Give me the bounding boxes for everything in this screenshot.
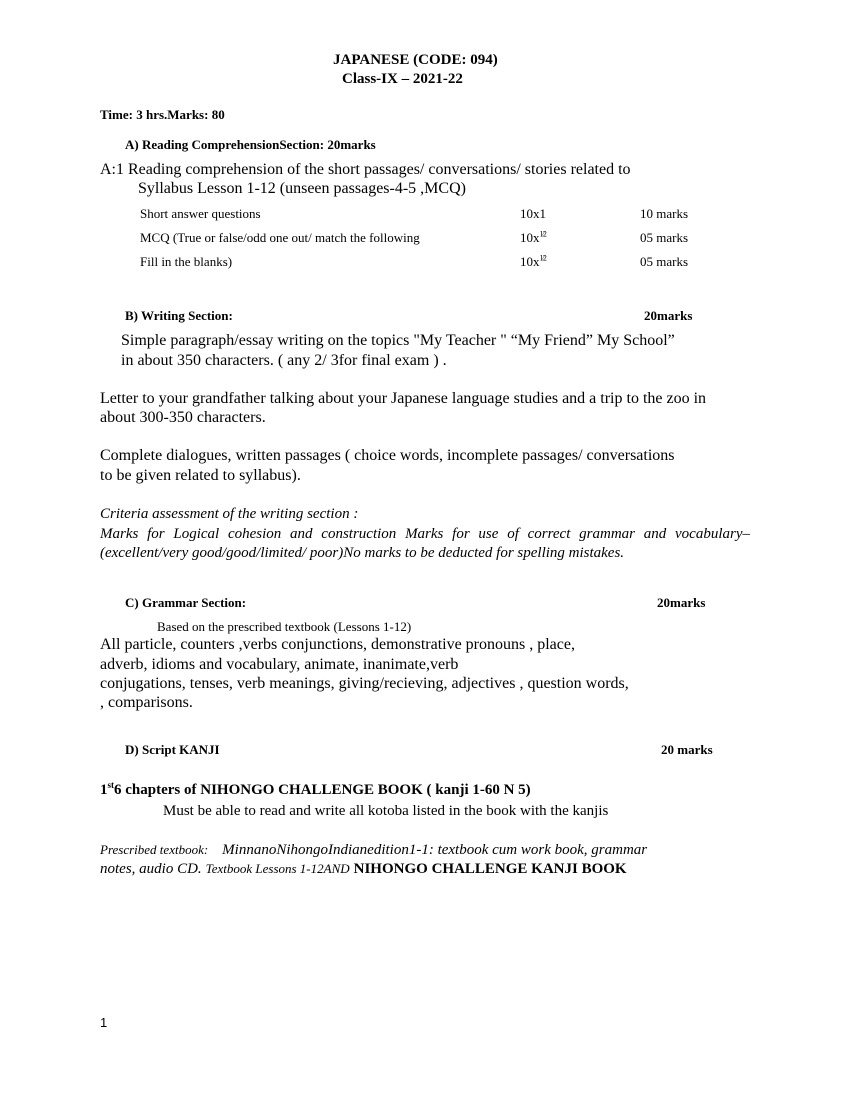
row-quantity: $10x^{1⁄2}$ (520, 253, 546, 269)
section-a-intro-line2: Syllabus Lesson 1-12 (unseen passages-4-5 ,MCQ) (138, 180, 466, 197)
page-number: 1 (100, 1015, 108, 1030)
criteria-title: Criteria assessment of the writing section : (100, 506, 359, 522)
section-b-para3-line2: to be given related to syllabus). (100, 467, 301, 484)
section-a-intro-line1: A:1 Reading comprehension of the short passages/ conversations/ stories related to (100, 161, 631, 178)
row-marks: 10 marks (640, 206, 689, 221)
section-b-para2-line2: about 300-350 characters. (100, 409, 266, 426)
document-title: JAPANESE (CODE: 094) (333, 52, 498, 68)
section-c-line3: conjugations, tenses, verb meanings, giving/recieving, adjectives , question words, (100, 675, 629, 692)
section-a-heading: A) Reading ComprehensionSection: 20marks (125, 137, 376, 152)
section-c-sub: Based on the prescribed textbook (Lessons 1-12) (157, 619, 412, 634)
section-c-heading: C) Grammar Section: (125, 595, 247, 610)
row-quantity: $10x^{1⁄2}$ (520, 229, 546, 245)
row-label: Short answer questions (140, 206, 261, 221)
row-quantity: 10x1 (520, 206, 546, 221)
document-subtitle: Class-IX – 2021-22 (342, 71, 463, 87)
section-b-para1-line2: in about 350 characters. ( any 2/ 3for final exam ) . (121, 352, 447, 369)
criteria-text: Marks for Logical cohesion and construction Marks for use of correct grammar and vocabulary– (excellent/very good/good/limited/ poor)No marks to be deducted for spelling mistakes. (100, 526, 750, 562)
section-b-para1-line1: Simple paragraph/essay writing on the topics "My Teacher " “My Friend” My School” (121, 332, 675, 349)
prescribed-line1: Prescribed textbook: MinnanoNihongoIndianedition1-1: textbook cum work book, grammar (100, 842, 648, 858)
time-marks: Time: 3 hrs.Marks: 80 (100, 107, 225, 122)
row-marks: 05 marks (640, 230, 689, 245)
section-d-heading: D) Script KANJI (125, 742, 220, 757)
kanji-chapters: 1st6 chapters of NIHONGO CHALLENGE BOOK ( kanji 1-60 N 5) (100, 780, 531, 798)
row-label: MCQ (True or false/odd one out/ match the following (140, 230, 420, 245)
kanji-requirement: Must be able to read and write all kotoba listed in the book with the kanjis (163, 803, 609, 819)
section-c-line1: All particle, counters ,verbs conjunctions, demonstrative pronouns , place, (100, 636, 575, 653)
section-c-marks: 20marks (657, 595, 706, 610)
section-d-marks: 20 marks (661, 742, 713, 757)
row-marks: 05 marks (640, 254, 689, 269)
section-c-line2: adverb, idioms and vocabulary, animate, inanimate,verb (100, 656, 459, 673)
row-label: Fill in the blanks) (140, 254, 233, 269)
prescribed-line2: notes, audio CD. Textbook Lessons 1-12AND NIHONGO CHALLENGE KANJI BOOK (100, 861, 627, 877)
section-c-line4: , comparisons. (100, 694, 193, 711)
section-b-para3-line1: Complete dialogues, written passages ( choice words, incomplete passages/ conversations (100, 447, 675, 464)
section-b-marks: 20marks (644, 308, 693, 323)
section-b-heading: B) Writing Section: (125, 308, 233, 323)
section-b-para2-line1: Letter to your grandfather talking about your Japanese language studies and a trip to the zoo in (100, 390, 707, 407)
